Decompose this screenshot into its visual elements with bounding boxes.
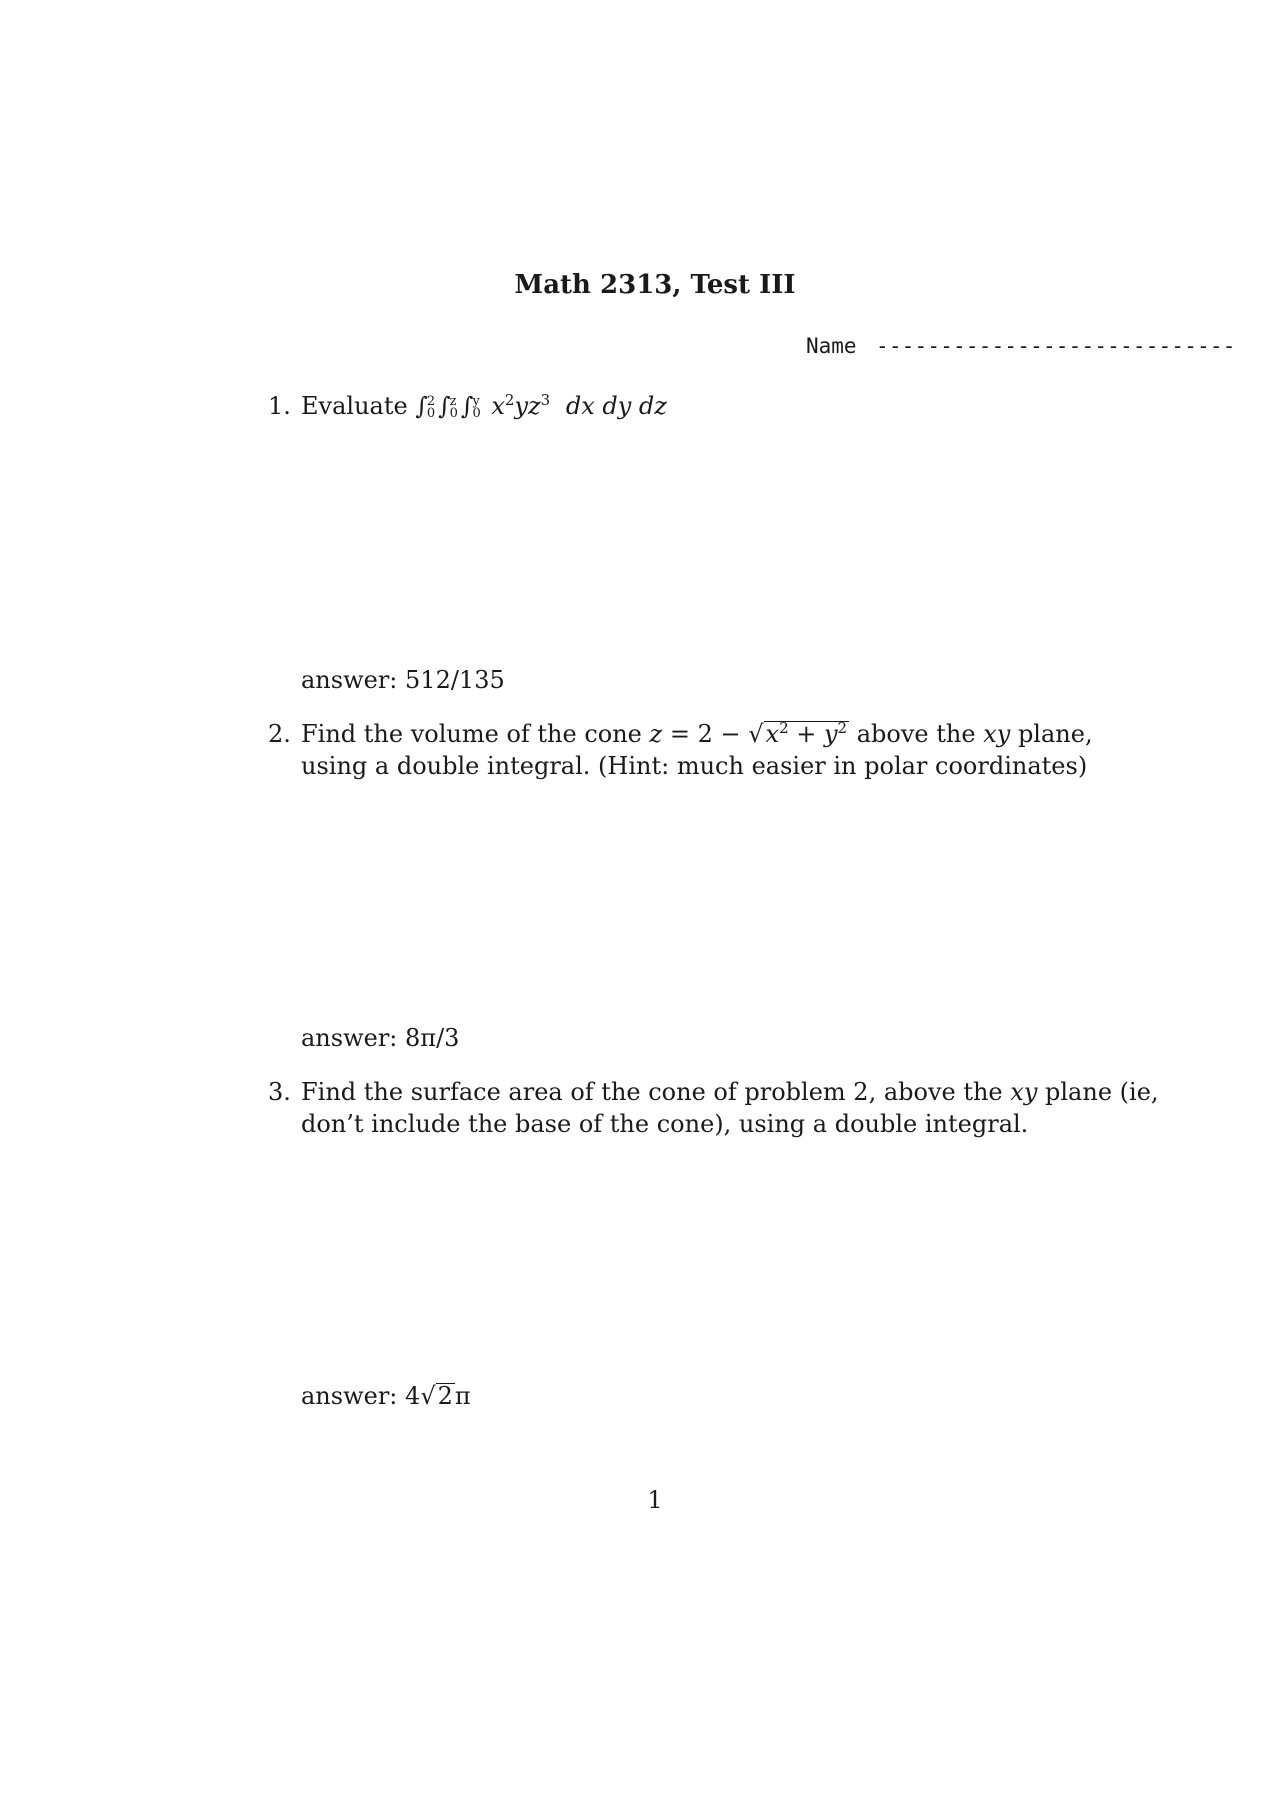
question-number: 1. — [268, 392, 291, 420]
question-text: Evaluate ∫ 2 0 ∫ z 0 ∫ y 0 $x^2yz^3$ dx dy dz — [301, 391, 667, 421]
integral-sign: ∫ — [460, 392, 474, 420]
answer-2: answer: 8π/3 — [301, 1024, 460, 1052]
question-number: 2. — [268, 720, 291, 748]
question-3 — [0, 1076, 1280, 1146]
question-text: Find the surface area of the cone of problem 2, above the xy plane (ie, don’t include the base of the cone), using a double integral. — [301, 1078, 1159, 1138]
name-label: Name — [806, 334, 857, 358]
page-number: 1 — [647, 1486, 663, 1514]
question-text: Find the volume of the cone $z = 2 - √x^2 + y^2$ above the xy plane, using a double integral. (Hint: much easier in polar coordinates) — [301, 719, 1093, 780]
integral-sign: ∫ — [415, 392, 428, 420]
question-2 — [0, 718, 1280, 788]
name-blank-line[interactable]: ---------------------------- — [876, 334, 1236, 358]
question-1 — [0, 390, 1280, 430]
question-number: 3. — [268, 1078, 291, 1106]
test-title: Math 2313, Test III — [514, 270, 796, 300]
answer-1: answer: 512/135 — [301, 666, 505, 694]
integral-sign: ∫ — [438, 392, 451, 420]
answer-3: answer: 4√2π — [301, 1382, 471, 1410]
